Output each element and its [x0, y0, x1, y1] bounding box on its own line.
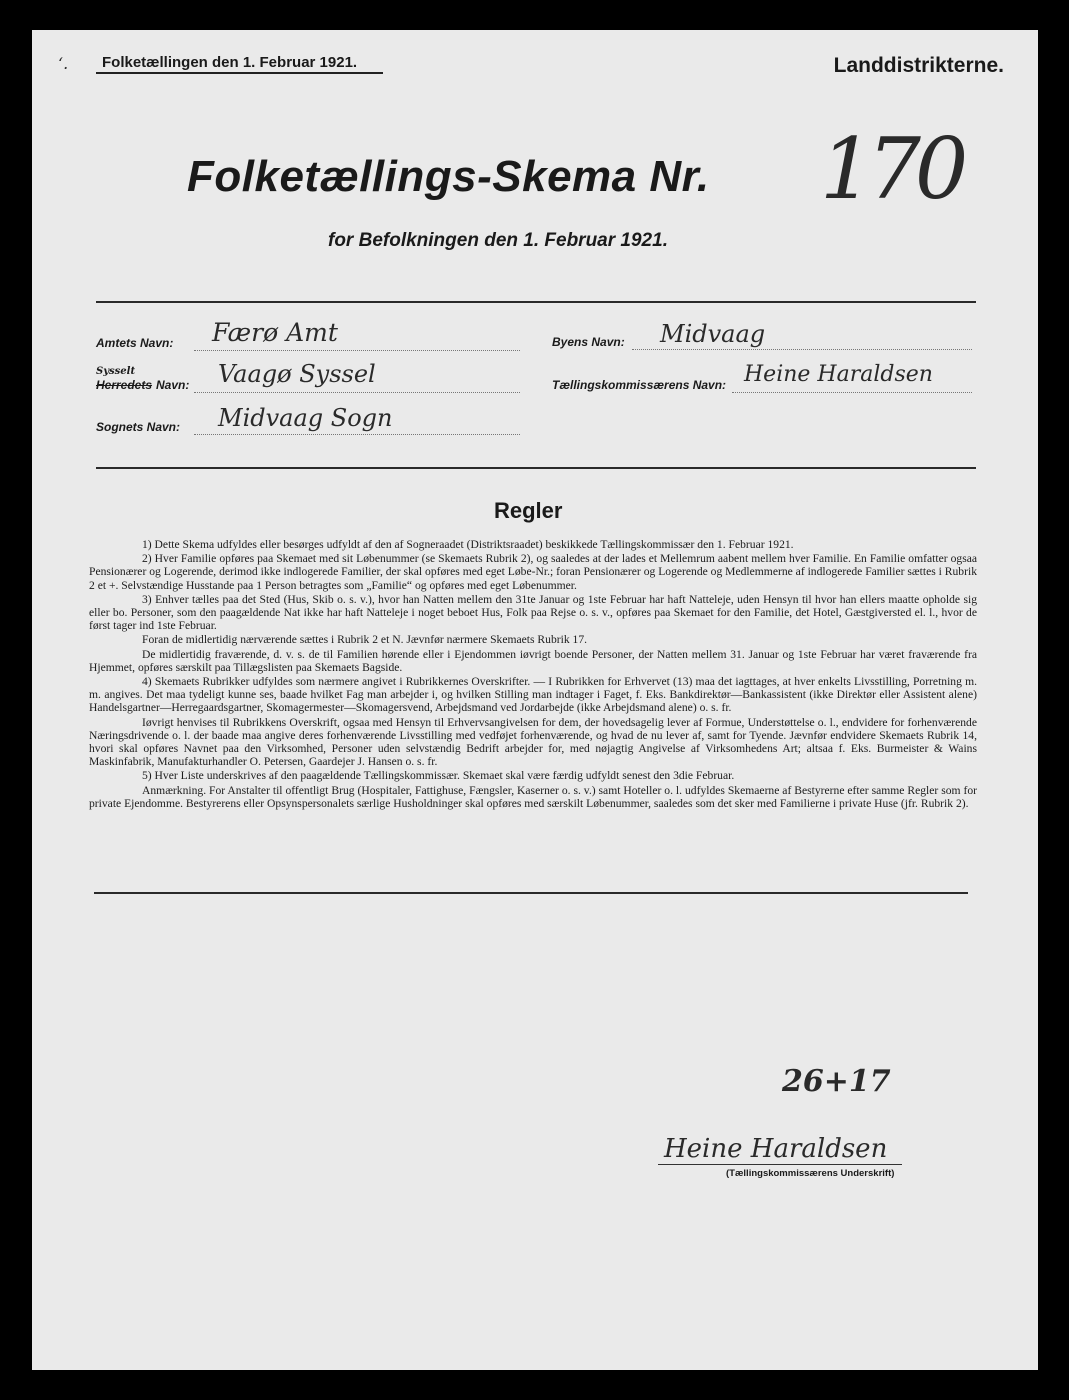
- divider-fields: [96, 467, 976, 469]
- rule-1: 1) Dette Skema udfyldes eller besørges udfyldt af den af Sogneraadet (Distriktsraadet) beskikkede Tællingskommissær den 1. Februar 1921.: [142, 538, 794, 551]
- form-title: Folketællings-Skema Nr.: [187, 152, 710, 201]
- divider-bottom: [94, 892, 968, 894]
- amt-underline: [194, 350, 520, 351]
- rule-4-continued: Iøvrigt henvises til Rubrikkens Overskrift, ogsaa med Hensyn til Erhvervsangivelsen for dem, der hovedsagelig lever af Formue, Understøttelse o. l., endvidere for forhenværende Næringsdrivende o. l. der baade maa angive deres forhenværende Livsstilling med vedføjet forhenværende, og hvad de nu lever af, samt for Tyende. Jævnfør endvidere Skemaets Rubrik 14, hvori skal opføres Navnet paa den Virksomhed, Personer uden selvstændig Bedrift arbejder for, med nøjagtig Angivelse af Virksomhedens Art; altsaa f. Eks. Burmeister & Wains Maskinfabrik, Manufakturhandler O. Petersen, Gaardejer J. Hansen o. s. fr.: [89, 715, 977, 769]
- rules-body: [89, 538, 977, 811]
- herred-label-correction: Sysselt: [96, 366, 136, 377]
- signature-handwriting: Heine Haraldsen: [664, 1134, 888, 1164]
- amt-label: Amtets Navn:: [96, 336, 174, 350]
- rule-4: 4) Skemaets Rubrikker udfyldes som nærmere angivet i Rubrikkernes Overskrifter. — I Rubrikken for Erhvervet (13) maa det iagttages, at hver enkelts Livsstilling, Porretning m. m. angives. Det maa tydeligt kunne ses, baade hvilket Fag man arbejder i, og hvilken Stilling man indtager i Faget, f. Eks. Bankdirektør—Bankassistent (ikke Direktør eller Assistent alene) Handelsgartner—Herregaardsgartner, Skomagermester—Skomagersvend, Arbejdsmand ved Jordarbejde (ikke Arbejdsmand alene) o. s. fr.: [89, 675, 977, 715]
- signature-label: (Tællingskommissærens Underskrift): [726, 1168, 895, 1179]
- sogn-underline: [194, 434, 520, 435]
- rule-3-absent: De midlertidig fraværende, d. v. s. de til Familien hørende eller i Ejendommen iøvrigt boende Personer, der Natten mellem 31. Januar og 1ste Februar har været fraværende fra Hjemmet, opføres særskilt paa Tillægslisten paa Skemaets Bagside.: [89, 647, 977, 674]
- rules-note: Anmærkning. For Anstalter til offentligt Brug (Hospitaler, Fattighuse, Fængsler, Kaserner o. s. v.) samt Hoteller o. l. udfyldes Skemaerne af Bestyrerne efter samme Regler som for private Ejendomme. Bestyrerens eller Opsynspersonalets særlige Husholdninger skal opføres med særskilt Løbenummer, saaledes som det sker med Familierne i private Huse (jfr. Rubrik 2).: [89, 783, 977, 810]
- header-district-type: Landdistrikterne.: [833, 54, 1004, 77]
- schema-number: 170: [820, 120, 963, 218]
- rules-heading: Regler: [494, 498, 563, 523]
- by-label: Byens Navn:: [552, 335, 625, 349]
- herred-label-struck: Herredets: [96, 378, 153, 392]
- divider-top: [96, 301, 976, 303]
- corner-mark: ʻ.: [58, 54, 69, 73]
- sogn-label: Sognets Navn:: [96, 420, 181, 434]
- kommissaer-underline: [732, 392, 972, 393]
- tally-note: 26+17: [782, 1064, 891, 1099]
- by-underline: [632, 349, 972, 350]
- rule-5: 5) Hver Liste underskrives af den paagældende Tællingskommissær. Skemaet skal være færdig udfyldt senest den 3die Februar.: [142, 769, 735, 783]
- census-form-sheet: [32, 30, 1038, 1370]
- kommissaer-value: Heine Haraldsen: [744, 362, 933, 387]
- header-underline: [96, 72, 383, 74]
- header-census-date: Folketællingen den 1. Februar 1921.: [102, 54, 358, 71]
- by-value: Midvaag: [660, 320, 766, 348]
- herred-value: Vaagø Syssel: [218, 360, 376, 388]
- sogn-value: Midvaag Sogn: [218, 404, 393, 432]
- rule-2: 2) Hver Familie opføres paa Skemaet med sit Løbenummer (se Skemaets Rubrik 2), og saaledes at der lades et Mellemrum aabent mellem hver Familie. En Familie omfatter ogsaa Pensionærer og Logerende, derimod ikke indlogerede Familier, der skal opføres med eget Løbe-Nr.; foran Pensionærer og Logerende og Medlemmerne af indlogerede Familier sættes i Rubrik 2 et +. Selvstændige Husstande paa 1 Person betragtes som „Familie“ og opføres med eget Løbenummer.: [89, 552, 977, 592]
- rule-3-present: Foran de midlertidig nærværende sættes i Rubrik 2 et N. Jævnfør nærmere Skemaets Rubrik 17.: [142, 633, 588, 647]
- kommissaer-label: Tællingskommissærens Navn:: [552, 378, 727, 392]
- form-subtitle: for Befolkningen den 1. Februar 1921.: [328, 230, 668, 251]
- amt-value: Færø Amt: [212, 318, 338, 347]
- herred-underline: [194, 392, 520, 393]
- rule-3: 3) Enhver tælles paa det Sted (Hus, Skib o. s. v.), hvor han Natten mellem den 31te Januar og 1ste Februar har haft Natteleje, uden Hensyn til hvor han ellers maatte opholde sig eller bo. Personer, som den paagældende Nat ikke har haft Natteleje i noget beboet Hus, Folk paa Rejse o. s. v., opføres paa Skemaet for den Familie, det Hotel, Gæstgiversted el. l., hvor de først tager ind 1ste Februar.: [89, 592, 977, 633]
- herred-label-suffix: Navn:: [156, 378, 190, 392]
- signature-line: [658, 1164, 902, 1165]
